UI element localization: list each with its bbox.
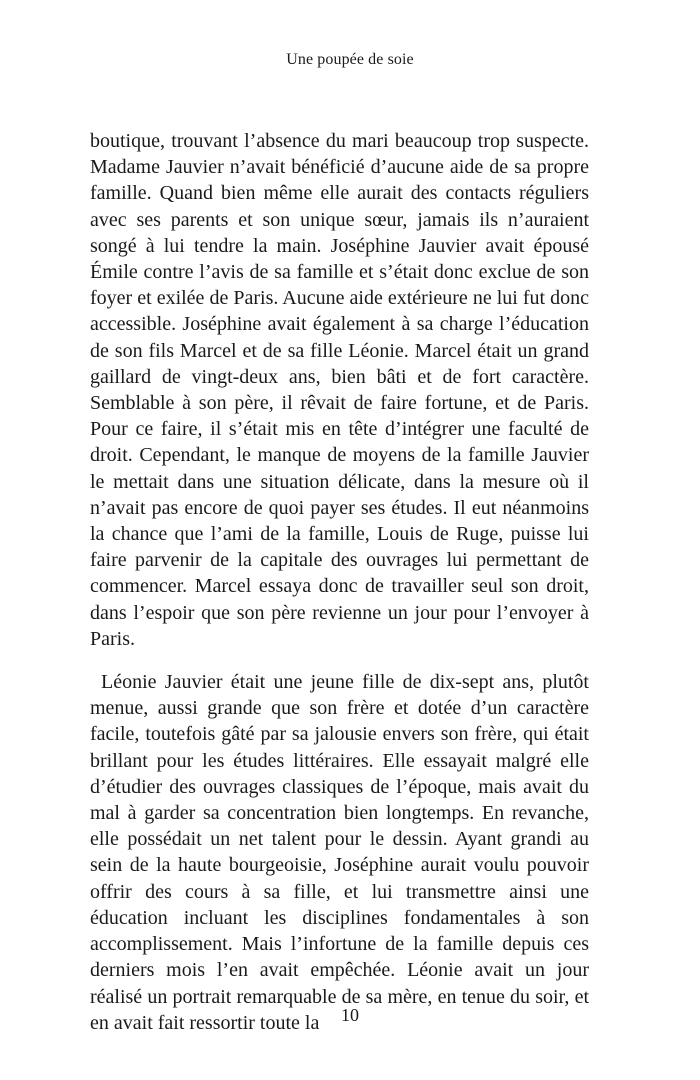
paragraph-1: boutique, trouvant l’absence du mari beaucoup trop suspecte. Madame Jauvier n’avait bénéficié d’aucune aide de sa propre famille. Quand bien même elle aurait des contacts réguliers avec ses parents et son unique sœur, jamais ils n’auraient songé à lui tendre la main. Joséphine Jauvier avait épousé Émile contre l’avis de sa famille et s’était donc exclue de son foyer et exilée de Paris. Aucune aide extérieure ne lui fut donc accessible. Joséphine avait également à sa charge l’éducation de son fils Marcel et de sa fille Léonie. Marcel était un grand gaillard de vingt-deux ans, bien bâti et de fort caractère. Semblable à son père, il rêvait de faire fortune, et de Paris. Pour ce faire, il s’était mis en tête d’intégrer une faculté de droit. Cependant, le manque de moyens de la famille Jauvier le mettait dans une situation délicate, dans la mesure où il n’avait pas encore de quoi payer ses études. Il eut néanmoins la chance que l’ami de la famille, Louis de Ruge, puisse lui faire parvenir de la capitale des ouvrages lui permettant de commencer. Marcel essaya donc de travailler seul son droit, dans l’espoir que son père revienne un jour pour l’envoyer à Paris. [90, 130, 589, 650]
page-number: 10 [341, 1005, 359, 1025]
running-header: Une poupée de soie [286, 51, 414, 68]
body-text [90, 128, 589, 1036]
paragraph-2: Léonie Jauvier était une jeune fille de dix-sept ans, plutôt menue, aussi grande que son frère et dotée d’un caractère facile, toutefois gâté par sa jalousie envers son frère, qui était brillant pour les études littéraires. Elle essayait malgré elle d’étudier des ouvrages classiques de l’époque, mais avait du mal à garder sa concentration bien longtemps. En revanche, elle possédait un net talent pour le dessin. Ayant grandi au sein de la haute bourgeoisie, Joséphine aurait voulu pouvoir offrir des cours à sa fille, et lui transmettre ainsi une éducation incluant les disciplines fondamentales à son accomplissement. Mais l’infortune de la famille depuis ces derniers mois l’en avait empêchée. Léonie avait un jour réalisé un portrait remarquable de sa mère, en tenue du soir, et en avait fait ressortir toute la [90, 671, 589, 1034]
